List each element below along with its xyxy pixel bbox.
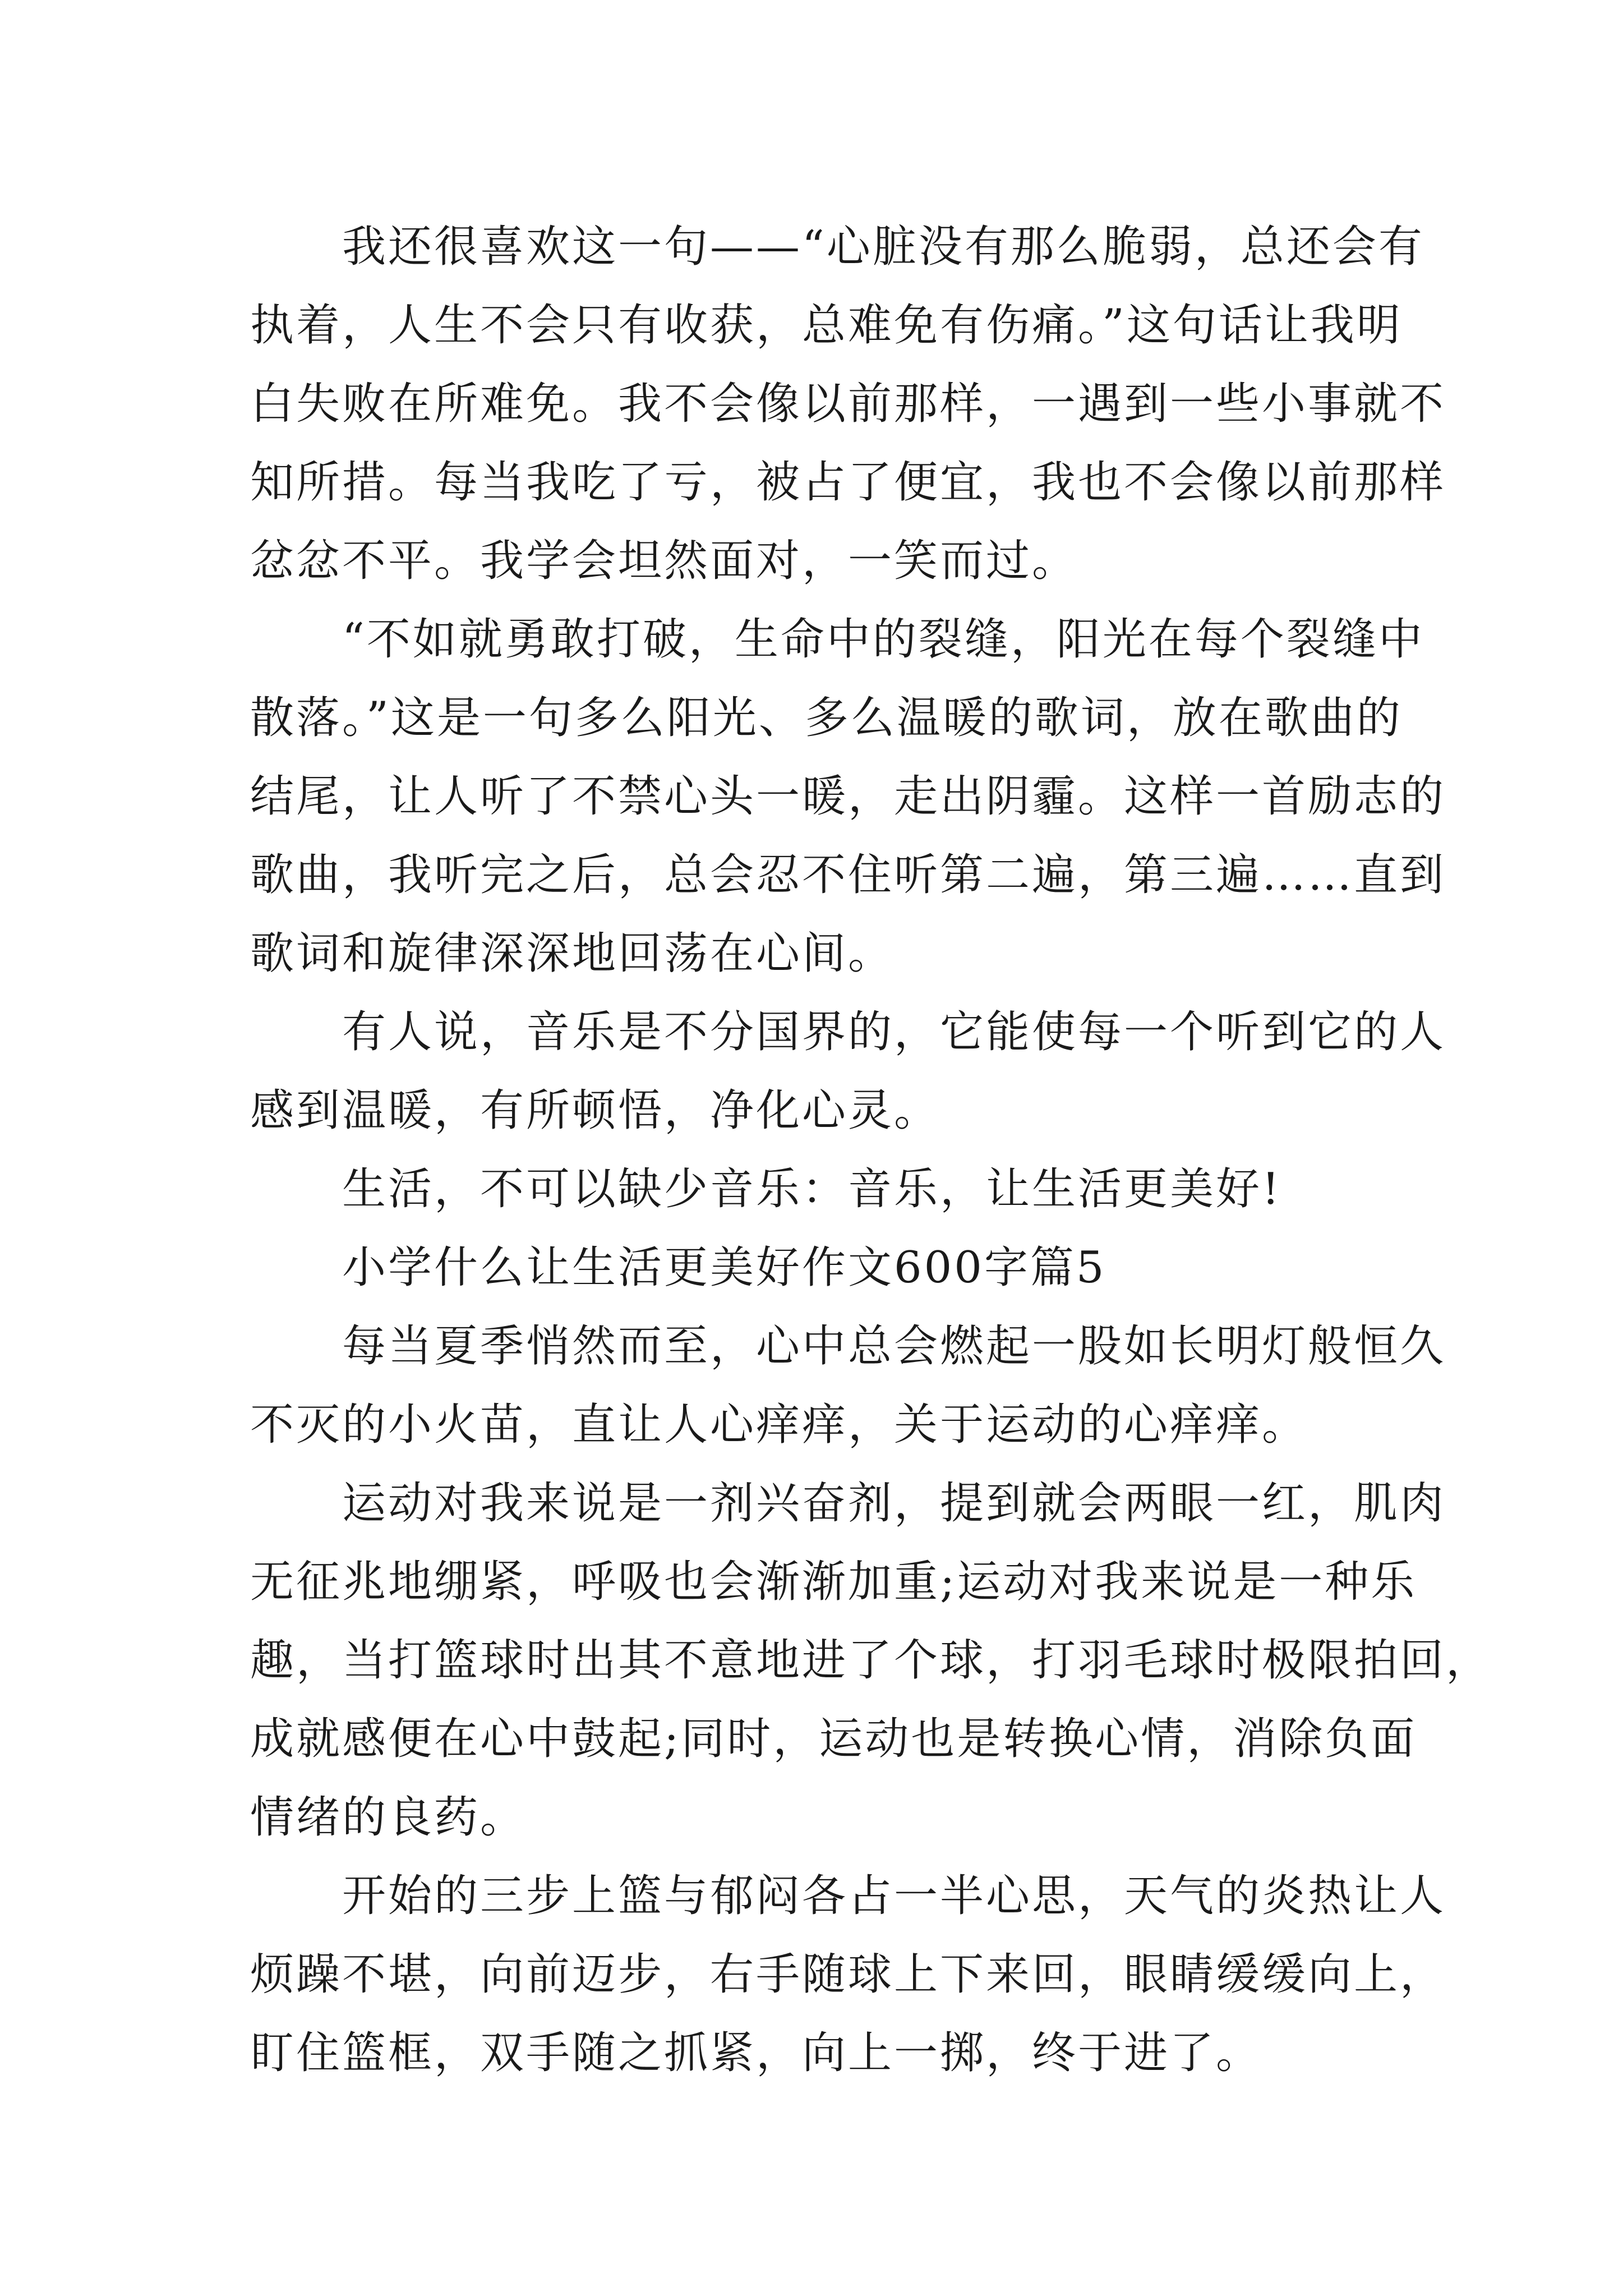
text-line: 开始的三步上篮与郁闷各占一半心思，天气的炎热让人: [250, 1871, 1446, 1921]
text-line: 歌曲，我听完之后，总会忍不住听第二遍，第三遍……直到: [250, 850, 1446, 900]
text-line: 执着，人生不会只有收获，总难免有伤痛。”这句话让我明: [250, 300, 1403, 351]
text-line: 烦躁不堪，向前迈步，右手随球上下来回，眼睛缓缓向上，: [250, 1949, 1446, 2000]
text-line: 成就感便在心中鼓起;同时，运动也是转换心情，消除负面: [250, 1714, 1417, 1764]
text-line: 感到温暖，有所顿悟，净化心灵。: [250, 1085, 940, 1136]
text-line: 无征兆地绷紧，呼吸也会渐渐加重;运动对我来说是一种乐: [250, 1557, 1417, 1607]
text-line: 运动对我来说是一剂兴奋剂，提到就会两眼一红，肌肉: [250, 1478, 1446, 1529]
text-line: 散落。”这是一句多么阳光、多么温暖的歌词，放在歌曲的: [250, 693, 1403, 743]
text-line: “不如就勇敢打破，生命中的裂缝，阳光在每个裂缝中: [250, 614, 1424, 665]
text-line: 我还很喜欢这一句——“心脏没有那么脆弱，总还会有: [250, 222, 1424, 272]
document-body: [250, 208, 1492, 2092]
text-line: 歌词和旋律深深地回荡在心间。: [250, 928, 895, 979]
text-line: 知所措。每当我吃了亏，被占了便宜，我也不会像以前那样: [250, 457, 1446, 508]
text-line: 生活，不可以缺少音乐：音乐，让生活更美好!: [250, 1164, 1282, 1214]
text-line: 白失败在所难免。我不会像以前那样，一遇到一些小事就不: [250, 379, 1446, 429]
section-heading: 小学什么让生活更美好作文600字篇5: [250, 1243, 1106, 1293]
text-line: 结尾，让人听了不禁心头一暖，走出阴霾。这样一首励志的: [250, 771, 1446, 822]
text-line: 趣，当打篮球时出其不意地进了个球，打羽毛球时极限拍回，: [250, 1635, 1492, 1686]
text-line: 盯住篮框，双手随之抓紧，向上一掷，终于进了。: [250, 2028, 1262, 2078]
text-line: 情绪的良药。: [250, 1792, 527, 1843]
text-line: 有人说，音乐是不分国界的，它能使每一个听到它的人: [250, 1007, 1446, 1057]
text-line: 每当夏季悄然而至，心中总会燃起一股如长明灯般恒久: [250, 1321, 1446, 1372]
text-line: 不灭的小火苗，直让人心痒痒，关于运动的心痒痒。: [250, 1400, 1308, 1450]
text-line: 忿忿不平。我学会坦然面对，一笑而过。: [250, 536, 1078, 586]
